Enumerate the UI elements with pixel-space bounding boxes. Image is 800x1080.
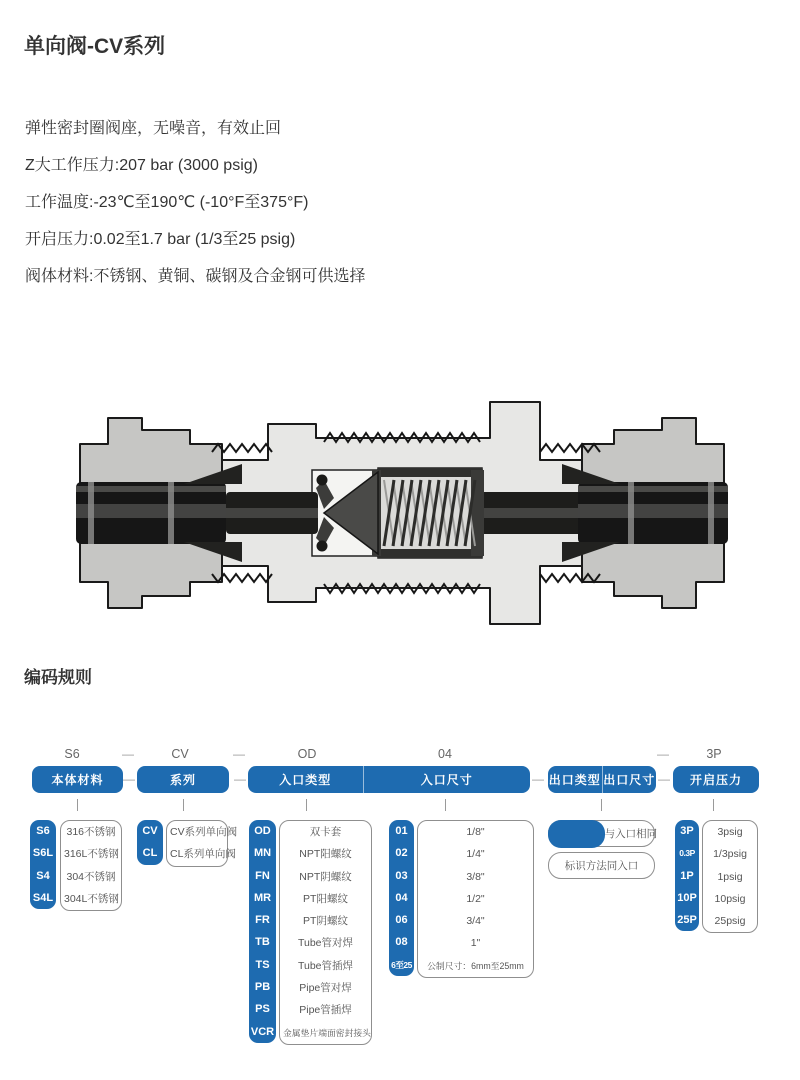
body-material-options bbox=[30, 820, 122, 911]
inlet-size-code: 03 bbox=[395, 869, 408, 882]
cracking-pressure-label: 1/3psig bbox=[713, 848, 747, 861]
inlet-size-label: 1/4" bbox=[466, 848, 485, 861]
outlet-blank-code-pill bbox=[548, 820, 605, 848]
cracking-pressure-options bbox=[675, 820, 758, 933]
inlet-type-code: PB bbox=[254, 981, 271, 994]
connector-line bbox=[183, 799, 184, 811]
pill-series: 系列 bbox=[137, 766, 229, 793]
pill-outlet bbox=[548, 766, 656, 793]
inlet-type-code: PS bbox=[255, 1003, 270, 1016]
body-material-code: S6 bbox=[36, 825, 50, 837]
inlet-size-code: 08 bbox=[395, 936, 408, 949]
page-title: 单向阀-CV系列 bbox=[24, 35, 166, 58]
cracking-pressure-code: 1P bbox=[680, 869, 694, 882]
code-separator: — bbox=[122, 747, 134, 761]
body-material-code: S4 bbox=[36, 869, 50, 882]
pill-cracking-pressure: 开启压力 bbox=[673, 766, 759, 793]
inlet-type-label: Tube管对焊 bbox=[297, 937, 354, 950]
description-line: 开启压力:0.02至1.7 bar (1/3至25 psig) bbox=[25, 231, 296, 248]
inlet-type-label: 金属垫片端面密封接头 bbox=[283, 1027, 371, 1038]
cracking-pressure-labels bbox=[702, 820, 758, 933]
connector-line bbox=[306, 799, 307, 811]
outlet-same-as-inlet-box bbox=[548, 820, 658, 847]
pill-inlet bbox=[248, 766, 530, 793]
description-line: 弹性密封圈阀座，无噪音，有效止回 bbox=[25, 120, 282, 137]
description-line: 工作温度:-23℃至190℃ (-10°F至375°F) bbox=[25, 194, 309, 211]
example-code-inlet-type: OD bbox=[297, 747, 317, 761]
inlet-size-label: 公制尺寸：6mm至25mm bbox=[427, 960, 524, 971]
pill-separator: — bbox=[234, 772, 246, 786]
cracking-pressure-code: 0.3P bbox=[679, 848, 695, 859]
series-code: CL bbox=[142, 847, 158, 860]
series-codes bbox=[137, 820, 163, 865]
inlet-type-label: PT阳螺纹 bbox=[303, 892, 348, 905]
inlet-type-labels bbox=[279, 820, 372, 1045]
inlet-size-codes bbox=[389, 820, 414, 976]
example-code-cracking-pressure: 3P bbox=[706, 747, 722, 761]
description-line: Z大工作压力:207 bar (3000 psig) bbox=[25, 157, 258, 174]
body-material-label: 316L不锈钢 bbox=[64, 848, 119, 861]
code-separator: — bbox=[657, 747, 669, 761]
inlet-size-label: 3/4" bbox=[466, 915, 485, 928]
cracking-pressure-code: 3P bbox=[680, 825, 694, 837]
cracking-pressure-code: 25P bbox=[677, 914, 697, 927]
body-material-code: S4L bbox=[32, 891, 54, 904]
valve-cross-section-svg bbox=[72, 388, 732, 638]
body-material-labels bbox=[60, 820, 122, 911]
inlet-type-codes bbox=[249, 820, 276, 1043]
example-code-inlet-size: 04 bbox=[438, 747, 452, 761]
series-label: CL系列单向阀 bbox=[170, 848, 236, 861]
inlet-size-options bbox=[389, 820, 534, 978]
inlet-size-labels bbox=[417, 820, 534, 978]
cracking-pressure-label: 10psig bbox=[714, 892, 746, 905]
example-code-series: CV bbox=[171, 747, 189, 761]
inlet-size-code: 06 bbox=[395, 914, 408, 927]
inlet-type-code: VCR bbox=[250, 1025, 275, 1038]
body-material-code: S6L bbox=[32, 847, 54, 860]
cracking-pressure-code: 10P bbox=[677, 891, 697, 904]
inlet-type-code: FR bbox=[255, 914, 270, 927]
inlet-size-code: 6至25 bbox=[391, 959, 412, 970]
inlet-type-label: Tube管插焊 bbox=[297, 959, 354, 972]
series-options bbox=[137, 820, 238, 867]
pill-body-material: 本体材料 bbox=[32, 766, 123, 793]
inlet-size-code: 01 bbox=[395, 825, 408, 837]
inlet-size-label: 1/2" bbox=[466, 892, 485, 905]
cracking-pressure-label: 3psig bbox=[717, 826, 743, 838]
inlet-type-label: Pipe管对焊 bbox=[299, 982, 352, 995]
pill-separator: — bbox=[123, 772, 135, 786]
pill-inlet-type: 入口类型 bbox=[279, 773, 332, 787]
cracking-pressure-label: 1psig bbox=[717, 870, 743, 883]
inlet-type-label: 双卡套 bbox=[309, 826, 342, 838]
inlet-type-code: TB bbox=[255, 936, 270, 949]
inlet-type-label: PT阴螺纹 bbox=[303, 915, 348, 928]
connector-line bbox=[713, 799, 714, 811]
inlet-size-label: 1" bbox=[470, 937, 481, 950]
inlet-type-label: NPT阳螺纹 bbox=[299, 848, 352, 861]
outlet-note-label: 标识方法同入口 bbox=[564, 860, 639, 872]
inlet-size-label: 3/8" bbox=[466, 870, 485, 883]
example-code-material: S6 bbox=[64, 747, 80, 761]
code-separator: — bbox=[233, 747, 245, 761]
pill-outlet-size: 出口尺寸 bbox=[602, 766, 657, 793]
connector-line bbox=[77, 799, 78, 811]
valve-cross-section-figure bbox=[72, 388, 732, 640]
inlet-size-label: 1/8" bbox=[466, 826, 485, 838]
inlet-size-code: 02 bbox=[395, 847, 408, 860]
outlet-same-as-inlet-label: 与入口相同 bbox=[604, 828, 658, 840]
inlet-type-label: Pipe管插焊 bbox=[299, 1004, 352, 1017]
inlet-size-code: 04 bbox=[395, 891, 408, 904]
body-material-label: 316不锈钢 bbox=[66, 826, 116, 838]
inlet-type-code: MN bbox=[253, 847, 272, 860]
connector-line bbox=[601, 799, 602, 811]
product-description bbox=[25, 110, 365, 295]
o-ring-top bbox=[317, 475, 328, 486]
description-line: 阀体材料:不锈钢、黄铜、碳钢及合金钢可供选择 bbox=[25, 268, 366, 285]
body-material-label: 304L不锈钢 bbox=[64, 892, 119, 905]
pill-separator: — bbox=[658, 772, 670, 786]
inlet-type-label: NPT阴螺纹 bbox=[299, 870, 352, 883]
coding-diagram bbox=[0, 745, 800, 1070]
coding-rules-title: 编码规则 bbox=[24, 668, 92, 687]
outlet-note-box bbox=[548, 852, 655, 879]
pill-separator: — bbox=[532, 772, 544, 786]
series-code: CV bbox=[142, 825, 158, 837]
inlet-type-code: MR bbox=[253, 891, 272, 904]
inlet-type-options bbox=[249, 820, 372, 1045]
inlet-type-code: FN bbox=[255, 869, 270, 882]
pill-inlet-size: 入口尺寸 bbox=[363, 766, 530, 793]
body-material-codes bbox=[30, 820, 56, 909]
cracking-pressure-codes bbox=[675, 820, 699, 931]
inlet-type-code: OD bbox=[254, 825, 271, 837]
series-labels bbox=[166, 820, 238, 867]
inlet-type-code: TS bbox=[255, 958, 270, 971]
o-ring-bottom bbox=[317, 541, 328, 552]
cracking-pressure-label: 25psig bbox=[714, 915, 746, 928]
pill-outlet-type: 出口类型 bbox=[548, 773, 601, 787]
body-material-label: 304不锈钢 bbox=[66, 870, 116, 883]
series-label: CV系列单向阀 bbox=[170, 826, 238, 838]
connector-line bbox=[445, 799, 446, 811]
